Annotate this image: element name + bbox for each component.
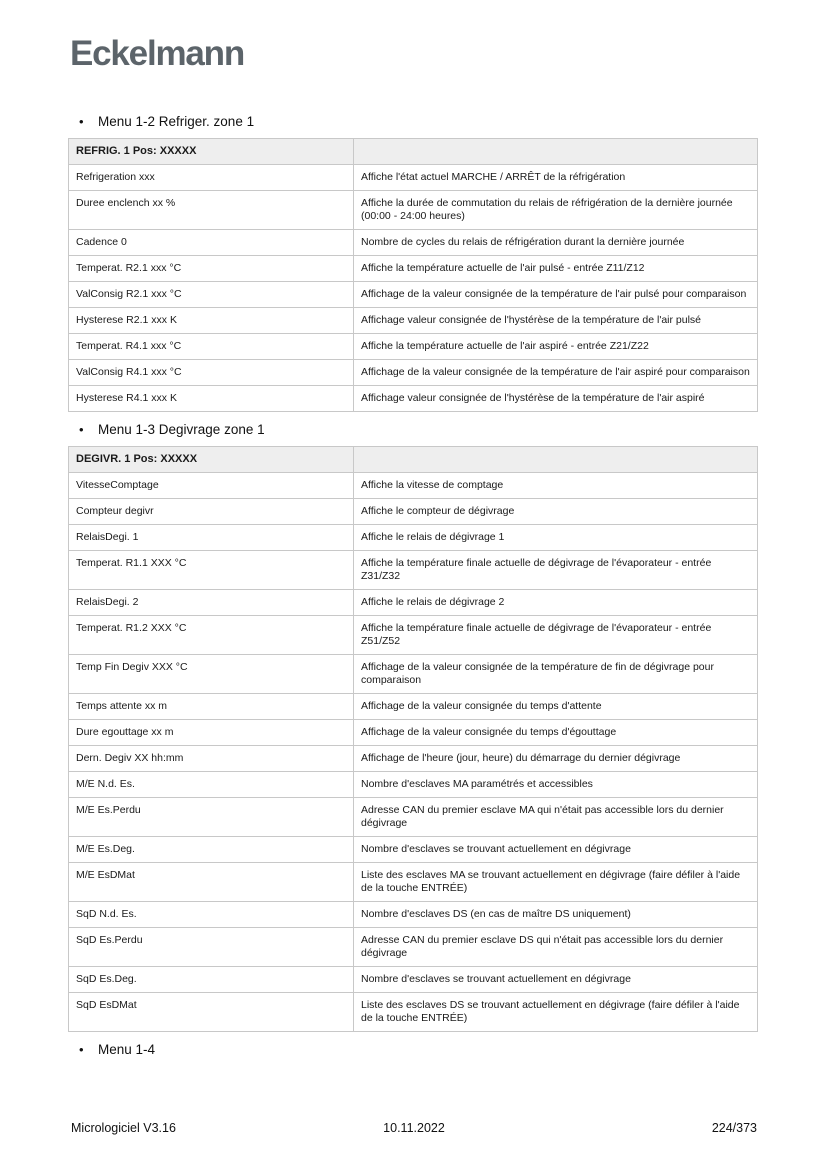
table-header-cell: DEGIVR. 1 Pos: XXXXX <box>69 447 354 473</box>
desc-cell: Adresse CAN du premier esclave MA qui n'était pas accessible lors du dernier dégivrage <box>354 798 758 837</box>
desc-cell: Liste des esclaves DS se trouvant actuellement en dégivrage (faire défiler à l'aide de la touche ENTRÉE) <box>354 993 758 1032</box>
param-cell: SqD N.d. Es. <box>69 902 354 928</box>
desc-cell: Liste des esclaves MA se trouvant actuellement en dégivrage (faire défiler à l'aide de la touche ENTRÉE) <box>354 863 758 902</box>
param-cell: ValConsig R2.1 xxx °C <box>69 282 354 308</box>
desc-cell: Nombre de cycles du relais de réfrigération durant la dernière journée <box>354 230 758 256</box>
eckelmann-logo: Eckelmann <box>70 34 245 73</box>
desc-cell: Nombre d'esclaves DS (en cas de maître DS uniquement) <box>354 902 758 928</box>
table-row <box>69 798 758 837</box>
list-item-menu-1-3 <box>79 421 758 438</box>
table-row <box>69 616 758 655</box>
param-cell: Temp Fin Degiv XXX °C <box>69 655 354 694</box>
footer-firmware-version: Micrologiciel V3.16 <box>71 1121 176 1135</box>
table-row <box>69 499 758 525</box>
page-content <box>68 113 758 1066</box>
param-cell: ValConsig R4.1 xxx °C <box>69 360 354 386</box>
table-row <box>69 863 758 902</box>
table-row <box>69 256 758 282</box>
param-cell: Dern. Degiv XX hh:mm <box>69 746 354 772</box>
list-item-menu-1-4 <box>79 1041 758 1058</box>
desc-cell: Affiche la température actuelle de l'air pulsé - entrée Z11/Z12 <box>354 256 758 282</box>
param-cell: RelaisDegi. 1 <box>69 525 354 551</box>
param-cell: SqD Es.Perdu <box>69 928 354 967</box>
param-cell: Duree enclench xx % <box>69 191 354 230</box>
param-cell: Temperat. R1.1 XXX °C <box>69 551 354 590</box>
param-cell: Temperat. R4.1 xxx °C <box>69 334 354 360</box>
table-header-cell: REFRIG. 1 Pos: XXXXX <box>69 139 354 165</box>
table-row <box>69 360 758 386</box>
table-row <box>69 308 758 334</box>
param-cell: Hysterese R4.1 xxx K <box>69 386 354 412</box>
table-row <box>69 386 758 412</box>
table-row <box>69 928 758 967</box>
table-row <box>69 694 758 720</box>
table-row <box>69 590 758 616</box>
footer-date: 10.11.2022 <box>383 1121 445 1135</box>
desc-cell: Affiche l'état actuel MARCHE / ARRÊT de la réfrigération <box>354 165 758 191</box>
param-cell: Dure egouttage xx m <box>69 720 354 746</box>
param-cell: RelaisDegi. 2 <box>69 590 354 616</box>
page-footer <box>71 1121 757 1135</box>
desc-cell: Affiche la température actuelle de l'air aspiré - entrée Z21/Z22 <box>354 334 758 360</box>
footer-page-number: 224/373 <box>711 1121 757 1135</box>
desc-cell: Nombre d'esclaves MA paramétrés et accessibles <box>354 772 758 798</box>
table-row <box>69 772 758 798</box>
desc-cell: Affichage de la valeur consignée de la température de l'air pulsé pour comparaison <box>354 282 758 308</box>
desc-cell: Affichage de la valeur consignée de la température de l'air aspiré pour comparaison <box>354 360 758 386</box>
param-cell: M/E Es.Deg. <box>69 837 354 863</box>
param-cell: M/E N.d. Es. <box>69 772 354 798</box>
bullet-icon <box>79 1041 85 1058</box>
desc-cell: Affiche la température finale actuelle de dégivrage de l'évaporateur - entrée Z51/Z52 <box>354 616 758 655</box>
bullet-icon <box>79 113 85 130</box>
degivr-table <box>68 446 758 1032</box>
table-row <box>69 282 758 308</box>
list-item-menu-1-2 <box>79 113 758 130</box>
param-cell: Temperat. R1.2 XXX °C <box>69 616 354 655</box>
table-row <box>69 746 758 772</box>
menu-heading: Menu 1-3 Degivrage zone 1 <box>98 422 265 437</box>
table-row <box>69 902 758 928</box>
table-row <box>69 551 758 590</box>
desc-cell: Affichage valeur consignée de l'hystérèse de la température de l'air pulsé <box>354 308 758 334</box>
table-header-row <box>69 447 758 473</box>
param-cell: Compteur degivr <box>69 499 354 525</box>
desc-cell: Affiche le relais de dégivrage 1 <box>354 525 758 551</box>
desc-cell: Affichage de la valeur consignée du temps d'égouttage <box>354 720 758 746</box>
desc-cell: Affiche la durée de commutation du relais de réfrigération de la dernière journée (00:00 - 24:00 heures) <box>354 191 758 230</box>
param-cell: Hysterese R2.1 xxx K <box>69 308 354 334</box>
desc-cell: Affiche la vitesse de comptage <box>354 473 758 499</box>
desc-cell: Affichage de la valeur consignée du temps d'attente <box>354 694 758 720</box>
table-row <box>69 525 758 551</box>
desc-cell: Affiche le compteur de dégivrage <box>354 499 758 525</box>
refrig-table-wrap <box>68 138 758 412</box>
desc-cell: Nombre d'esclaves se trouvant actuellement en dégivrage <box>354 837 758 863</box>
desc-cell: Affiche le relais de dégivrage 2 <box>354 590 758 616</box>
table-row <box>69 334 758 360</box>
table-row <box>69 230 758 256</box>
desc-cell: Affiche la température finale actuelle de dégivrage de l'évaporateur - entrée Z31/Z32 <box>354 551 758 590</box>
param-cell: Temperat. R2.1 xxx °C <box>69 256 354 282</box>
param-cell: SqD Es.Deg. <box>69 967 354 993</box>
param-cell: VitesseComptage <box>69 473 354 499</box>
param-cell: Temps attente xx m <box>69 694 354 720</box>
desc-cell: Nombre d'esclaves se trouvant actuellement en dégivrage <box>354 967 758 993</box>
desc-cell: Affichage de l'heure (jour, heure) du démarrage du dernier dégivrage <box>354 746 758 772</box>
desc-cell: Affichage valeur consignée de l'hystérèse de la température de l'air aspiré <box>354 386 758 412</box>
menu-heading: Menu 1-2 Refriger. zone 1 <box>98 114 255 129</box>
bullet-icon <box>79 421 85 438</box>
table-row <box>69 967 758 993</box>
table-row <box>69 993 758 1032</box>
table-header-cell-empty <box>354 447 758 473</box>
table-row <box>69 165 758 191</box>
refrig-table <box>68 138 758 412</box>
menu-heading: Menu 1-4 <box>98 1042 156 1057</box>
table-row <box>69 655 758 694</box>
param-cell: M/E EsDMat <box>69 863 354 902</box>
desc-cell: Affichage de la valeur consignée de la température de fin de dégivrage pour comparaison <box>354 655 758 694</box>
table-row <box>69 473 758 499</box>
table-header-cell-empty <box>354 139 758 165</box>
param-cell: Refrigeration xxx <box>69 165 354 191</box>
table-header-row <box>69 139 758 165</box>
desc-cell: Adresse CAN du premier esclave DS qui n'était pas accessible lors du dernier dégivrage <box>354 928 758 967</box>
table-row <box>69 720 758 746</box>
param-cell: Cadence 0 <box>69 230 354 256</box>
param-cell: M/E Es.Perdu <box>69 798 354 837</box>
table-row <box>69 837 758 863</box>
param-cell: SqD EsDMat <box>69 993 354 1032</box>
table-row <box>69 191 758 230</box>
degivr-table-wrap <box>68 446 758 1032</box>
